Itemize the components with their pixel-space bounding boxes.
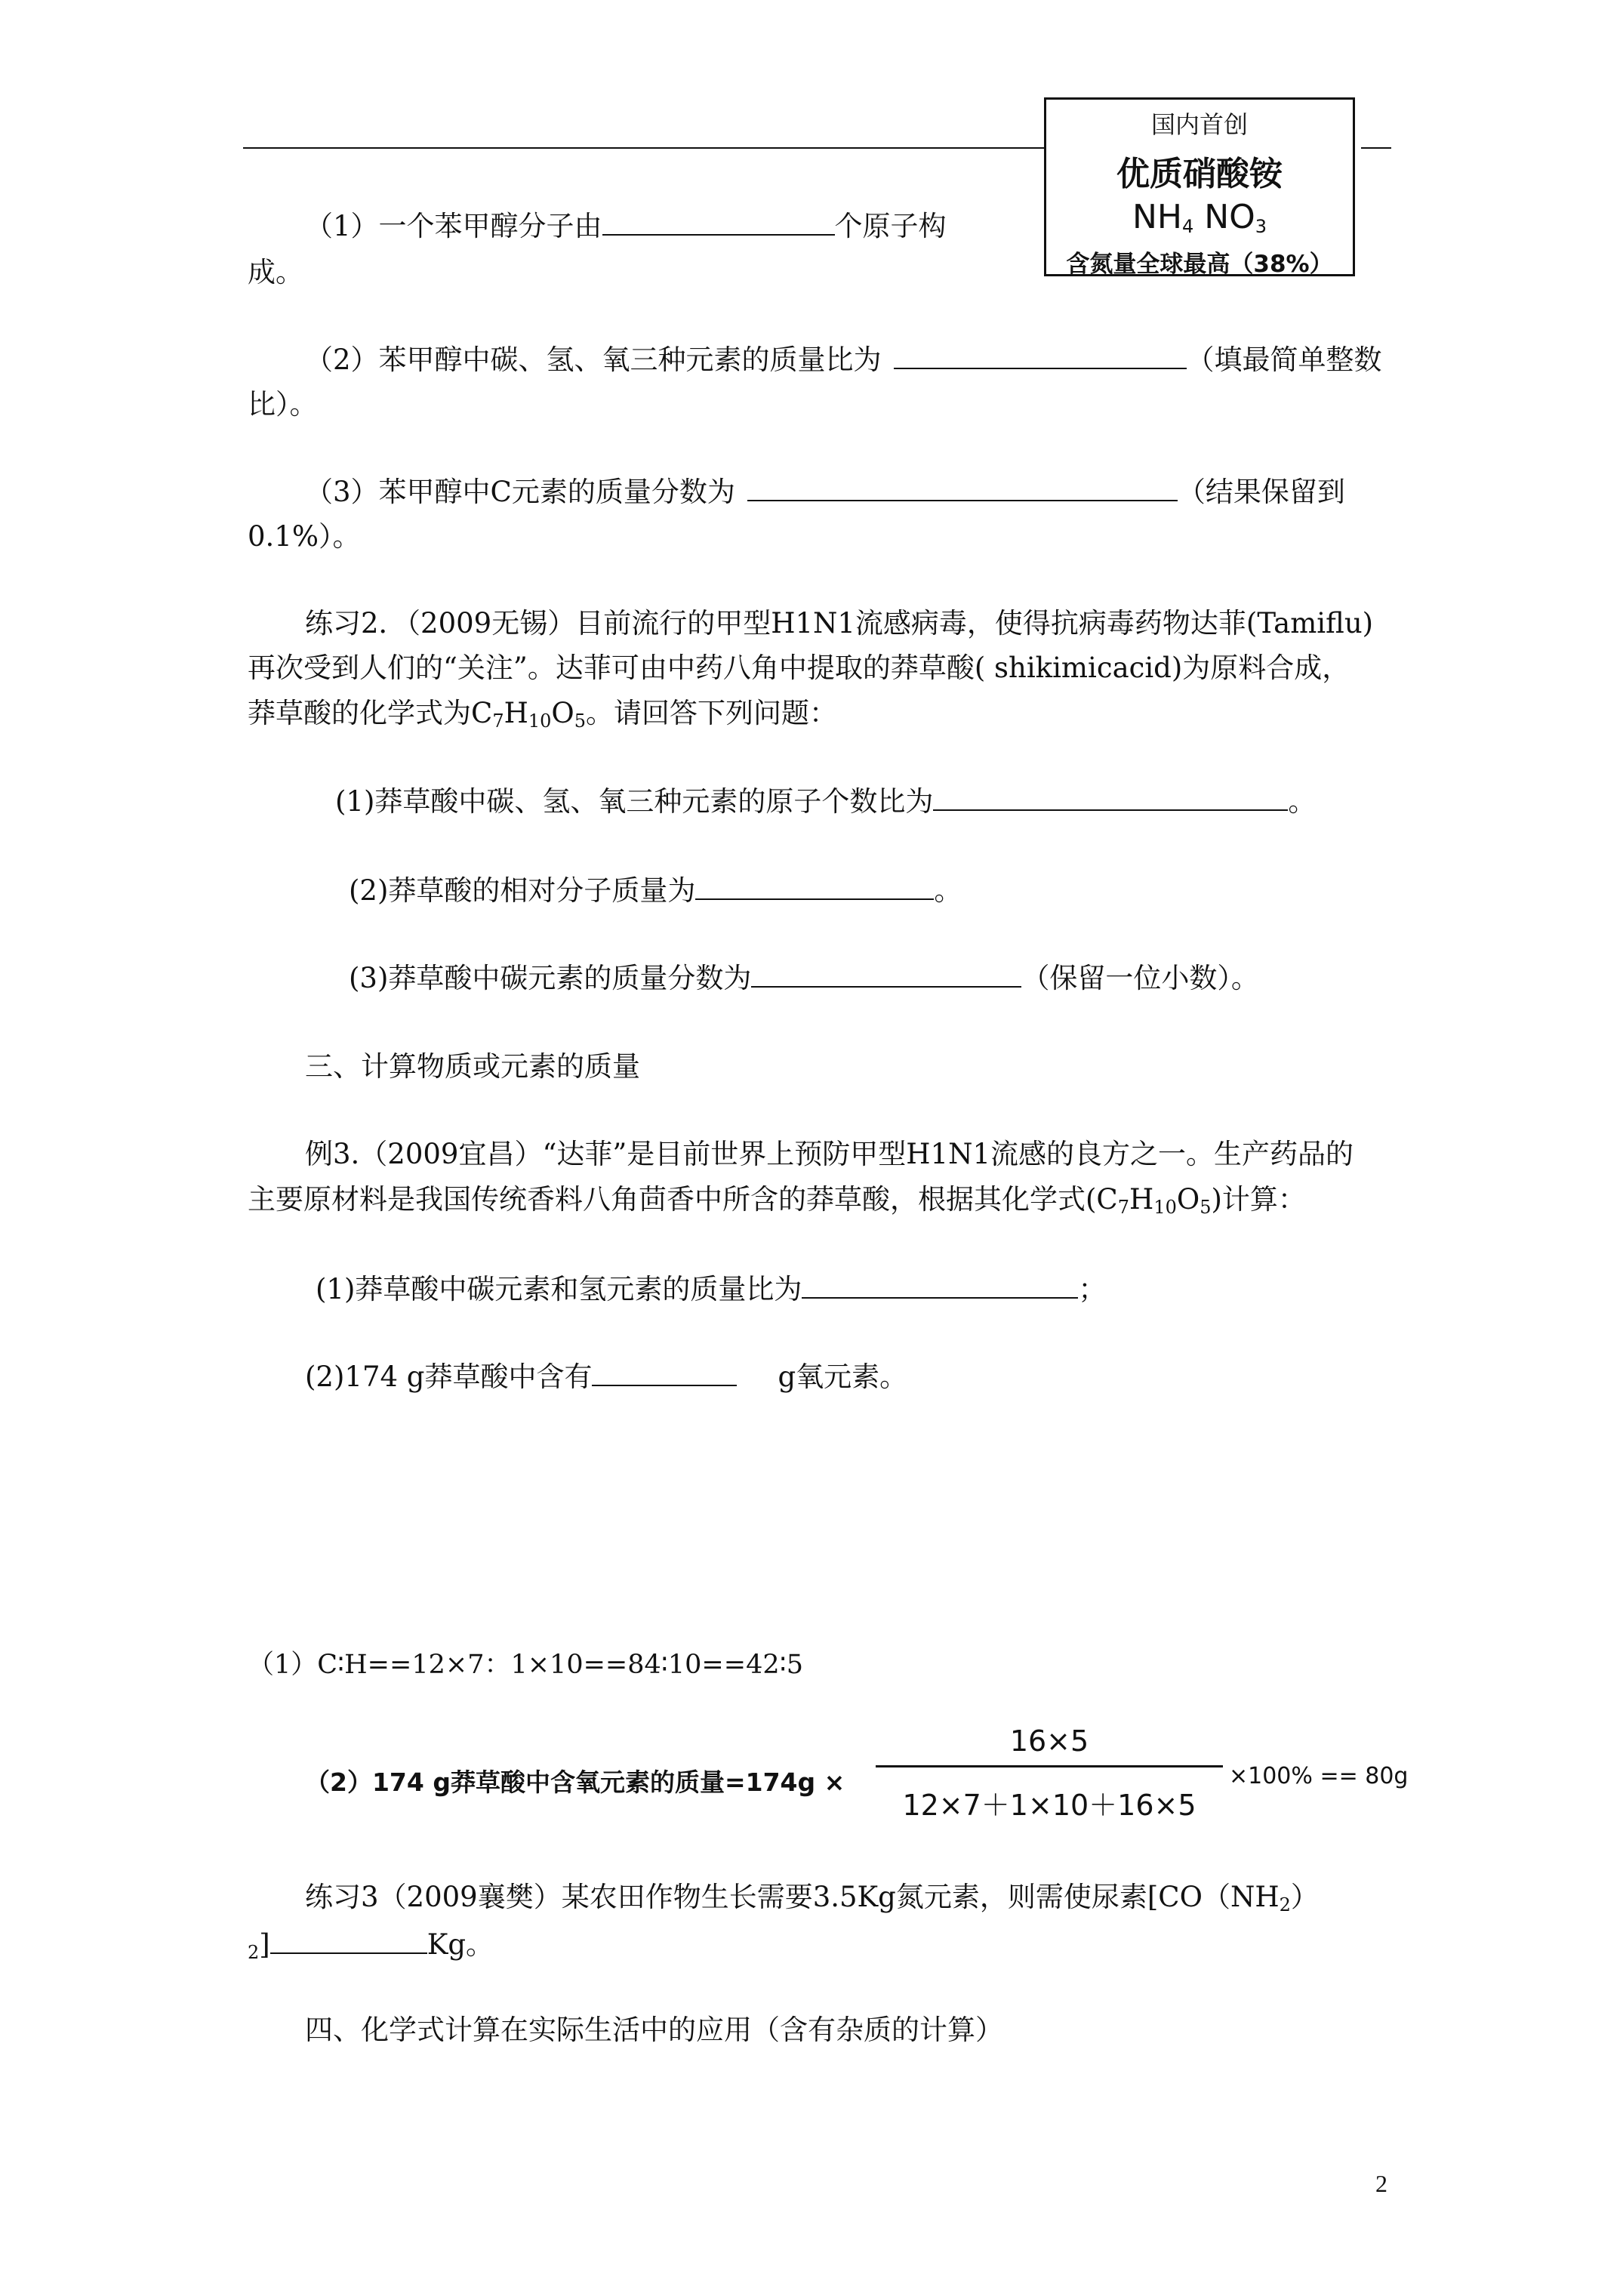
- exercise-3-line-2: $_2$] Kg。: [248, 1928, 494, 1963]
- exercise-2-line-2: 再次受到人们的“关注”。达菲可由中药八角中提取的莽草酸( shikimicacid)为原料合成，: [248, 652, 1350, 684]
- exercise-2-line-3: 莽草酸的化学式为$C_7H_{10}O_5$。请回答下列问题：: [248, 697, 838, 732]
- q1-line-1: （1）一个苯甲醇分子由 个原子构: [305, 210, 947, 242]
- answer-blank[interactable]: [270, 1930, 427, 1954]
- answer-blank[interactable]: [592, 1362, 737, 1386]
- example-3-question-1: (1)莽草酸中碳元素和氢元素的质量比为 ；: [316, 1273, 1107, 1305]
- q2-line-2: 比）。: [248, 388, 318, 421]
- q3-line-1: （3）苯甲醇中C元素的质量分数为 （结果保留到: [305, 476, 1345, 508]
- answer-blank[interactable]: [933, 787, 1288, 811]
- label-product-name: 优质硝酸铵: [1116, 155, 1283, 193]
- section-3-heading: 三、计算物质或元素的质量: [305, 1050, 640, 1083]
- example-3-question-2: (2)174 g莽草酸中含有 g氧元素。: [305, 1361, 908, 1393]
- label-line-1: 国内首创: [1150, 110, 1248, 139]
- exercise-2-line-1: 练习2．（2009无锡）目前流行的甲型H1N1流感病毒，使得抗病毒药物达菲(Tamiflu): [305, 607, 1374, 639]
- answer-blank[interactable]: [602, 211, 835, 236]
- fraction-numerator: 16×5: [1009, 1724, 1089, 1758]
- q3-line-2: 0.1%）。: [248, 520, 361, 553]
- label-formula: $NH_4$ $NO_3$: [1132, 198, 1267, 237]
- answer-formula-result: ×100% == 80g: [1229, 1763, 1409, 1789]
- answer-blank[interactable]: [747, 477, 1178, 501]
- answer-formula-label: （2）174 g莽草酸中含氧元素的质量=174g ×: [305, 1767, 845, 1797]
- answer-blank[interactable]: [894, 345, 1187, 369]
- page-number: 2: [1375, 2170, 1387, 2197]
- fraction-denominator: 12×7＋1×10＋16×5: [902, 1789, 1196, 1822]
- exercise-2-question-2: (2)莽草酸的相对分子质量为 。: [349, 874, 962, 907]
- example-3-line-2: 主要原材料是我国传统香料八角茴香中所含的莽草酸，根据其化学式$(C_7H_{10}O_5)$计算：: [248, 1183, 1306, 1218]
- example-3-line-1: 例3.（2009宜昌）“达菲”是目前世界上预防甲型H1N1流感的良方之一。生产药品的: [305, 1138, 1354, 1170]
- q2-line-1: （2）苯甲醇中碳、氢、氧三种元素的质量比为 （填最简单整数: [305, 344, 1382, 376]
- answer-line-1: （1）C∶H==12×7：1×10==84∶10==42∶5: [248, 1650, 803, 1680]
- label-nitrogen-content: 含氮量全球最高（38%）: [1066, 251, 1333, 278]
- exercise-2-question-3: (3)莽草酸中碳元素的质量分数为 （保留一位小数）。: [349, 962, 1259, 994]
- header-rule-left: [243, 147, 1044, 149]
- exercise-2-question-1: (1)莽草酸中碳、氢、氧三种元素的原子个数比为 。: [335, 785, 1317, 818]
- q1-line-2: 成。: [248, 256, 303, 288]
- fraction-bar: [876, 1765, 1223, 1767]
- answer-blank[interactable]: [751, 963, 1021, 988]
- answer-blank[interactable]: [802, 1274, 1078, 1299]
- exercise-3-line-1: 练习3（2009襄樊）某农田作物生长需要3.5Kg氮元素，则需使尿素[$CO(NH_2)$: [305, 1881, 1319, 1915]
- section-4-heading: 四、化学式计算在实际生活中的应用（含有杂质的计算）: [305, 2014, 1003, 2046]
- answer-blank[interactable]: [695, 876, 934, 900]
- product-label-box: [1044, 97, 1355, 276]
- header-rule-right: [1361, 147, 1391, 149]
